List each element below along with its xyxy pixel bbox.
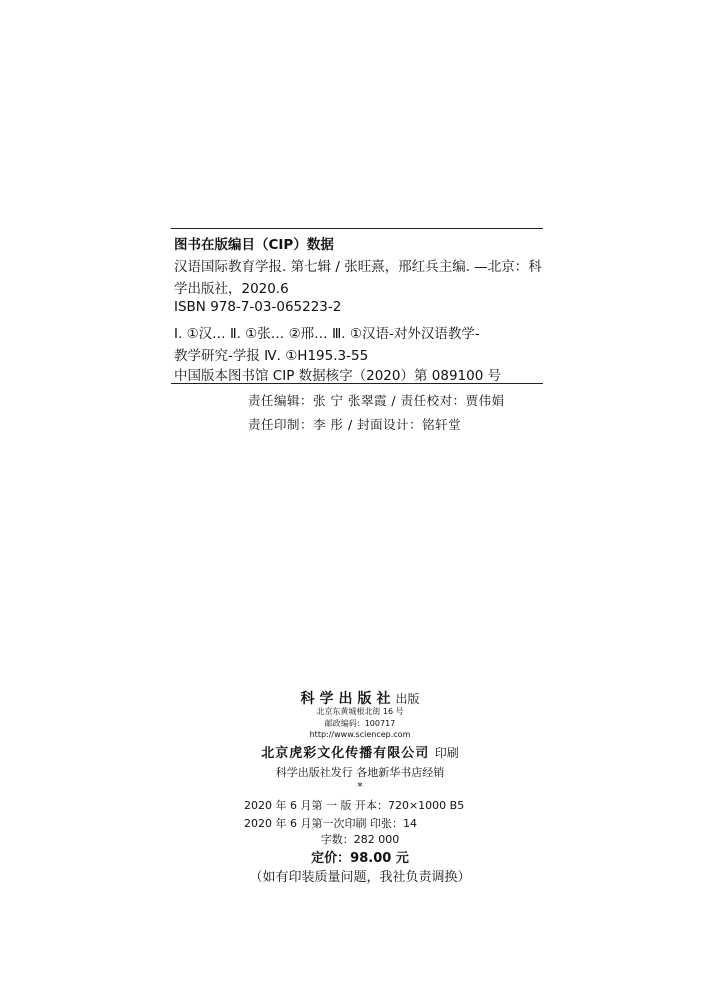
cip-line-classification-cont: 教学研究-学报 Ⅳ. ①H195.3-55 — [174, 348, 369, 364]
publisher-name: 科学出版社 — [300, 691, 396, 707]
publisher-url: http://www.sciencep.com — [309, 730, 411, 739]
separator-star: * — [357, 780, 363, 793]
quality-note: （如有印装质量问题，我社负责调换） — [249, 870, 471, 885]
publisher-line — [0, 688, 720, 708]
cip-line-title: 汉语国际教育学报. 第七辑 / 张旺熹，邢红兵主编. —北京：科 — [174, 259, 542, 275]
cip-title: 图书在版编目（CIP）数据 — [174, 237, 334, 253]
printer-line — [0, 742, 720, 761]
printer-suffix: 印刷 — [434, 746, 459, 760]
printer-name: 北京虎彩文化传播有限公司 — [261, 746, 430, 761]
credits-editors: 责任编辑：张 宁 张翠霞 / 责任校对：贾伟娟 — [248, 393, 505, 408]
publisher-postcode: 邮政编码：100717 — [324, 719, 396, 728]
cip-record-number: 中国版本图书馆 CIP 数据核字（2020）第 089100 号 — [174, 368, 502, 384]
cip-line-publisher: 学出版社，2020.6 — [174, 281, 289, 297]
distribution-line: 科学出版社发行 各地新华书店经销 — [275, 766, 445, 779]
printing-line: 2020 年 6 月第一次印刷 印张：14 — [244, 817, 417, 830]
edition-line: 2020 年 6 月第 一 版 开本：720×1000 B5 — [244, 799, 465, 812]
cip-isbn: ISBN 978-7-03-065223-2 — [174, 299, 342, 315]
cip-line-classification: Ⅰ. ①汉… Ⅱ. ①张… ②邢… Ⅲ. ①汉语-对外汉语教学- — [174, 326, 480, 342]
wordcount-line: 字数：282 000 — [320, 833, 400, 846]
price-line: 定价：98.00 元 — [311, 851, 409, 866]
publisher-suffix: 出版 — [395, 692, 420, 706]
credits-printing-design: 责任印制：李 彤 / 封面设计：铭轩堂 — [248, 417, 462, 432]
publisher-address: 北京东黄城根北街 16 号 — [316, 707, 404, 716]
